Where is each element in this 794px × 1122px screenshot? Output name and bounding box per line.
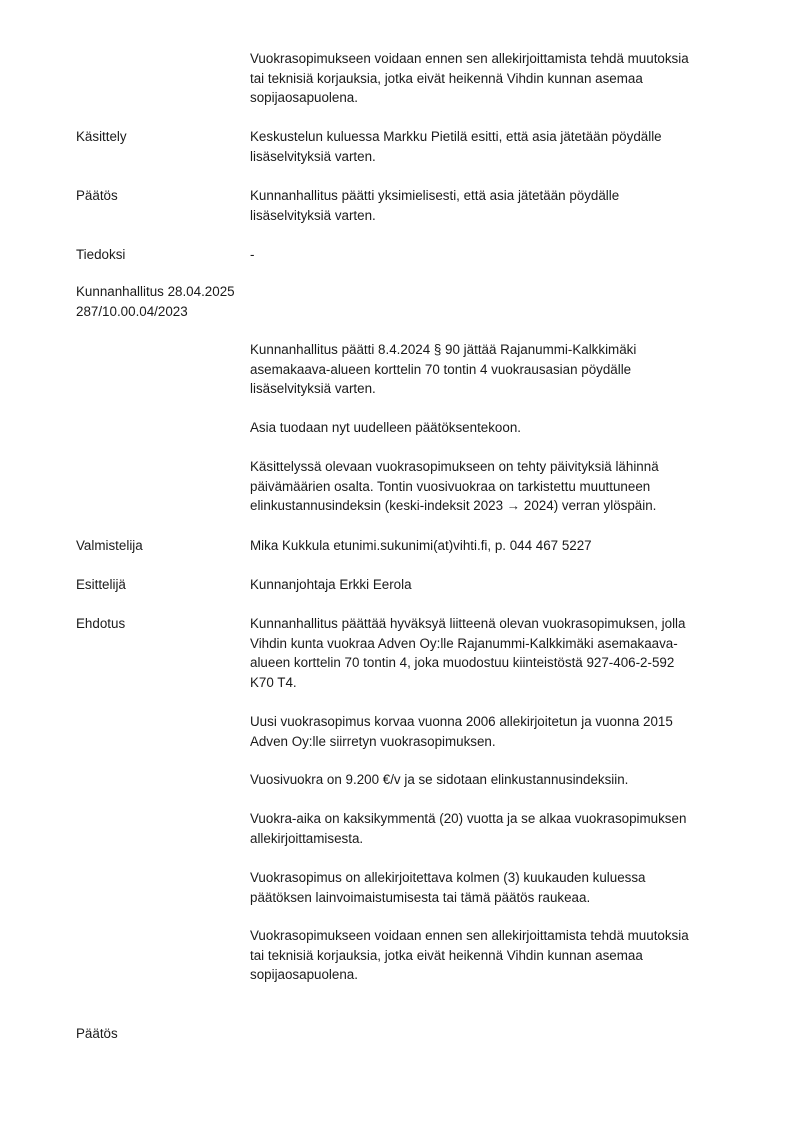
kasittely-text xyxy=(250,127,750,166)
ehdotus-paragraph-1 xyxy=(250,614,750,692)
ehdotus-paragraph-2 xyxy=(250,712,750,751)
ehdotus-paragraph-5 xyxy=(250,868,750,907)
paatos-label: Päätös xyxy=(76,188,118,203)
background-paragraph-3 xyxy=(250,457,750,516)
meeting-header xyxy=(76,282,276,321)
ehdotus-paragraph-3: Vuosivuokra on 9.200 €/v ja se sidotaan elinkustannusindeksiin. xyxy=(250,772,629,787)
esittelija-label: Esittelijä xyxy=(76,577,126,592)
text-line: alueen korttelin 70 tontin 4, joka muodostuu kiinteistöstä 927-406-2-592 xyxy=(250,655,675,670)
text-line: allekirjoittamisesta. xyxy=(250,830,364,846)
valmistelija-label: Valmistelija xyxy=(76,538,143,553)
ehdotus-label: Ehdotus xyxy=(76,616,126,631)
text-line: lisäselvityksiä varten. xyxy=(250,381,376,396)
text-line: lisäselvityksiä varten. xyxy=(250,148,376,164)
text-line: Kunnanhallitus päätti 8.4.2024 § 90 jättää Rajanummi-Kalkkimäki xyxy=(250,342,637,357)
text-line: sopijaosapuolena. xyxy=(250,90,358,105)
text-line: asemakaava-alueen korttelin 70 tontin 4 vuokrausasian pöydälle xyxy=(250,361,632,377)
text-line: Käsittelyssä olevaan vuokrasopimukseen on tehty päivityksiä lähinnä xyxy=(250,459,659,474)
text-line: Vuokrasopimukseen voidaan ennen sen allekirjoittamista tehdä muutoksia xyxy=(250,51,689,66)
background-paragraph-1 xyxy=(250,340,750,399)
text-line: lisäselvityksiä varten. xyxy=(250,207,376,223)
ehdotus-paragraph-4 xyxy=(250,809,750,848)
text-line: Keskustelun kuluessa Markku Pietilä esitti, että asia jätetään pöydälle xyxy=(250,129,662,144)
text-line: Vuokrasopimus on allekirjoitettava kolmen (3) kuukauden kuluessa xyxy=(250,870,646,885)
text-line: tai teknisiä korjauksia, jotka eivät heikennä Vihdin kunnan asemaa xyxy=(250,70,643,86)
text-line: Kunnanhallitus päättää hyväksyä liitteenä olevan vuokrasopimuksen, jolla xyxy=(250,616,686,631)
tiedoksi-label: Tiedoksi xyxy=(76,247,126,262)
ehdotus-paragraph-6 xyxy=(250,926,750,985)
text-line: K70 T4. xyxy=(250,674,297,690)
background-paragraph-2: Asia tuodaan nyt uudelleen päätöksentekoon. xyxy=(250,420,521,435)
text-line: Vihdin kunta vuokraa Adven Oy:lle Rajanummi-Kalkkimäki asemakaava- xyxy=(250,635,678,651)
text-line: Adven Oy:lle siirretyn vuokrasopimuksen. xyxy=(250,733,496,749)
valmistelija-value: Mika Kukkula etunimi.sukunimi(at)vihti.fi, p. 044 467 5227 xyxy=(250,538,592,553)
case-number: 287/10.00.04/2023 xyxy=(76,303,188,319)
esittelija-value: Kunnanjohtaja Erkki Eerola xyxy=(250,577,412,592)
text-line: Kunnanhallitus päätti yksimielisesti, että asia jätetään pöydälle xyxy=(250,188,620,203)
meeting-date: Kunnanhallitus 28.04.2025 xyxy=(76,284,235,299)
text-line: Vuokra-aika on kaksikymmentä (20) vuotta ja se alkaa vuokrasopimuksen xyxy=(250,811,687,826)
text-line: Vuokrasopimukseen voidaan ennen sen allekirjoittamista tehdä muutoksia xyxy=(250,928,689,943)
text-line: päivämäärien osalta. Tontin vuosivuokraa on tarkistettu muuttuneen xyxy=(250,478,651,494)
text-line: tai teknisiä korjauksia, jotka eivät heikennä Vihdin kunnan asemaa xyxy=(250,947,643,963)
text-line: päätöksen lainvoimaistumisesta tai tämä päätös raukeaa. xyxy=(250,889,591,905)
text-line: sopijaosapuolena. xyxy=(250,967,358,982)
text-line: elinkustannusindeksin (keski-indeksit 2023 → 2024) verran ylöspäin. xyxy=(250,498,657,513)
paatos-label-final: Päätös xyxy=(76,1026,118,1041)
paatos-text xyxy=(250,186,750,225)
kasittely-label: Käsittely xyxy=(76,129,127,144)
tiedoksi-value: - xyxy=(250,247,255,262)
intro-paragraph xyxy=(250,49,750,108)
text-line: Uusi vuokrasopimus korvaa vuonna 2006 allekirjoitetun ja vuonna 2015 xyxy=(250,714,673,729)
